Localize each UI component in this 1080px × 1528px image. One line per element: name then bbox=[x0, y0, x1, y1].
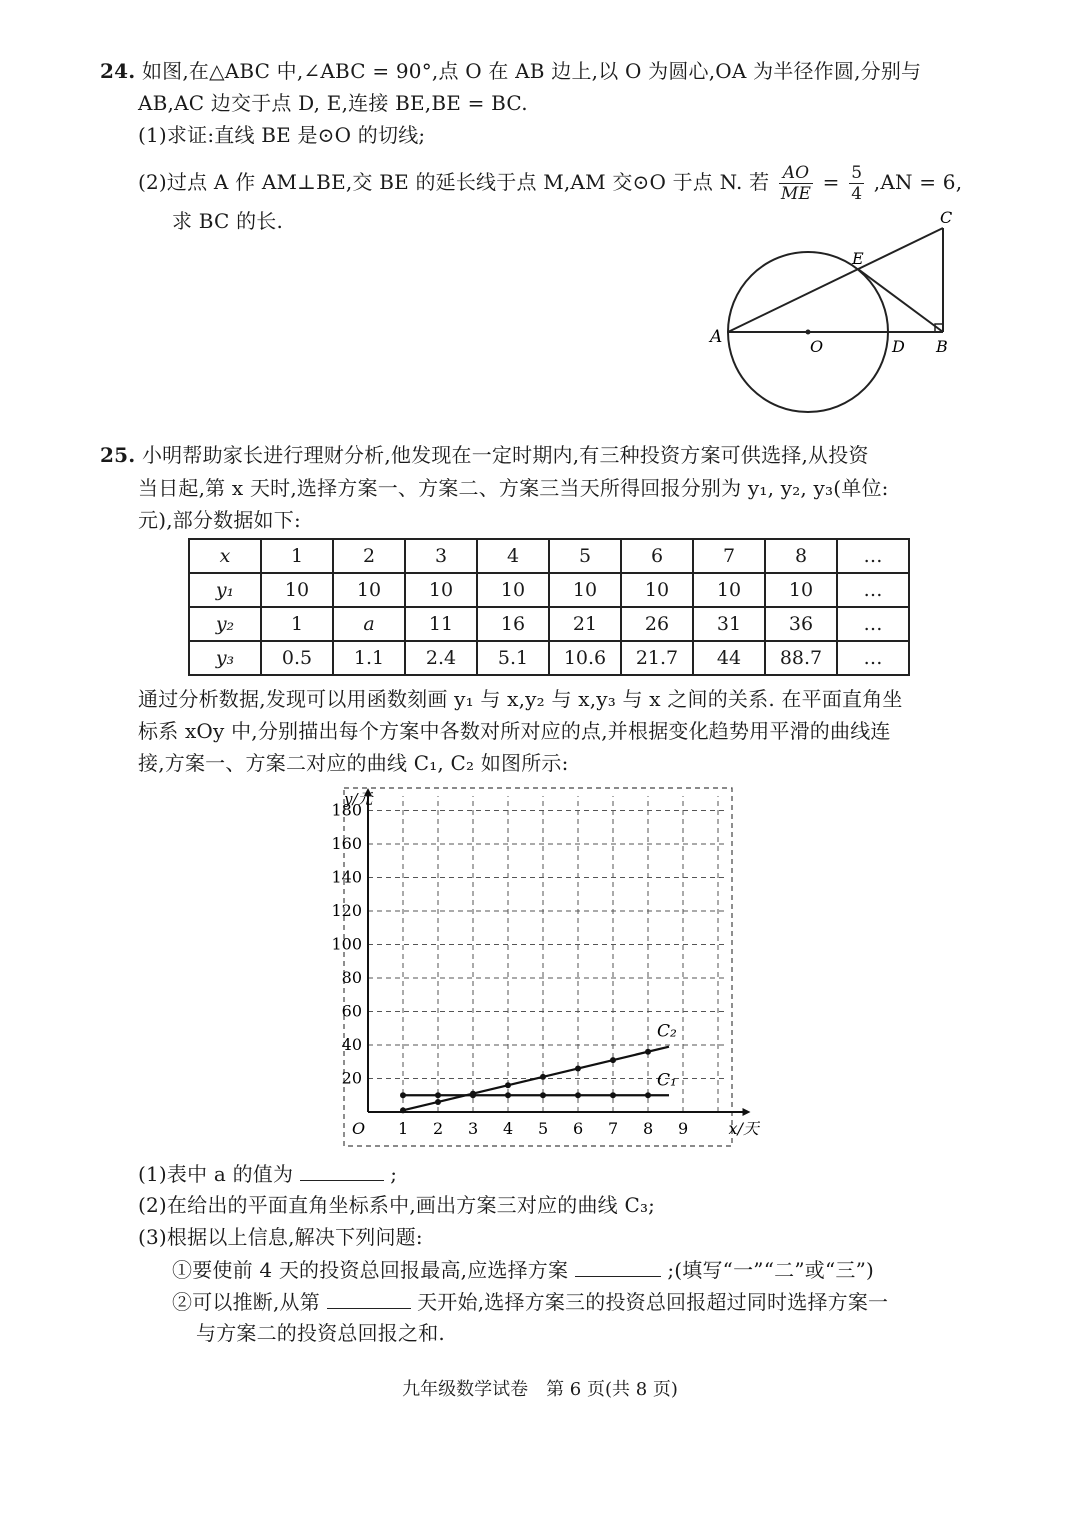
y-tick-label: 140 bbox=[331, 867, 362, 887]
x-axis-arrow bbox=[743, 1108, 751, 1116]
center-dot bbox=[806, 330, 811, 335]
q25-sub1-end: ; bbox=[390, 1162, 398, 1186]
series-1-point bbox=[505, 1092, 511, 1098]
q24-line1 bbox=[100, 58, 921, 84]
q24-text-1: 如图,在△ABC 中,∠ABC = 90°,点 O 在 AB 边上,以 O 为圆心,OA 为半径作圆,分别与 bbox=[141, 59, 922, 83]
q25-sub3-2-tail: 天开始,选择方案三的投资总回报超过同时选择方案一 bbox=[417, 1290, 889, 1314]
table-cell: 10 bbox=[477, 573, 549, 607]
table-cell: 3 bbox=[405, 539, 477, 573]
x-axis-label: x/天 bbox=[728, 1119, 759, 1138]
table-cell: 2 bbox=[333, 539, 405, 573]
table-cell: 10 bbox=[621, 573, 693, 607]
table-cell: 8 bbox=[765, 539, 837, 573]
segment-be bbox=[858, 269, 943, 332]
series-2-point bbox=[470, 1091, 476, 1097]
q24-val-den: 4 bbox=[851, 184, 863, 204]
series-1-point bbox=[575, 1092, 581, 1098]
q25-line3: 元),部分数据如下: bbox=[138, 508, 301, 532]
q24-part2 bbox=[138, 160, 962, 204]
q25-blank-day[interactable] bbox=[327, 1288, 411, 1309]
table-row-header: y₂ bbox=[189, 607, 261, 641]
series-label-1: C₁ bbox=[657, 1070, 677, 1091]
table-cell: 1 bbox=[261, 607, 333, 641]
q25-coordinate-chart bbox=[330, 782, 760, 1152]
q24-part2-ask: 求 BC 的长. bbox=[172, 209, 284, 233]
q25-sub3-1-text: ①要使前 4 天的投资总回报最高,应选择方案 bbox=[172, 1258, 569, 1282]
label-b: B bbox=[936, 337, 948, 356]
table-cell: … bbox=[837, 641, 909, 675]
q25-text-1: 小明帮助家长进行理财分析,他发现在一定时期内,有三种投资方案可供选择,从投资 bbox=[141, 443, 869, 467]
table-cell: 11 bbox=[405, 607, 477, 641]
y-axis-label: y/元 bbox=[344, 790, 373, 808]
series-1-point bbox=[400, 1092, 406, 1098]
q25-data-table bbox=[188, 538, 910, 676]
table-row-header: y₃ bbox=[189, 641, 261, 675]
q25-line1 bbox=[100, 442, 869, 468]
q24-fraction-value bbox=[849, 163, 864, 204]
table-cell: 10 bbox=[693, 573, 765, 607]
q25-analysis-2: 标系 xOy 中,分别描出每个方案中各数对所对应的点,并根据变化趋势用平滑的曲线连 bbox=[138, 719, 891, 743]
y-tick-label: 60 bbox=[341, 1001, 362, 1021]
table-cell: 0.5 bbox=[261, 641, 333, 675]
q25-sub3-2-cont: 与方案二的投资总回报之和. bbox=[196, 1321, 445, 1345]
series-1-point bbox=[435, 1092, 441, 1098]
table-cell: 5 bbox=[549, 539, 621, 573]
table-cell: 21.7 bbox=[621, 641, 693, 675]
label-d: D bbox=[892, 337, 905, 356]
table-cell: 36 bbox=[765, 607, 837, 641]
table-cell: 88.7 bbox=[765, 641, 837, 675]
table-row-header: x bbox=[189, 539, 261, 573]
segment-ac bbox=[728, 228, 943, 332]
y-tick-label: 180 bbox=[331, 800, 362, 820]
table-cell: 10 bbox=[405, 573, 477, 607]
q25-line2: 当日起,第 x 天时,选择方案一、方案二、方案三当天所得回报分别为 y₁, y₂, y₃(单位: bbox=[138, 476, 889, 500]
q25-analysis-3: 接,方案一、方案二对应的曲线 C₁, C₂ 如图所示: bbox=[138, 751, 569, 775]
q25-sub2: (2)在给出的平面直角坐标系中,画出方案三对应的曲线 C₃; bbox=[138, 1193, 656, 1217]
table-cell: 16 bbox=[477, 607, 549, 641]
q24-number: 24. bbox=[100, 59, 136, 83]
q25-blank-plan[interactable] bbox=[575, 1256, 661, 1277]
x-tick-label: 4 bbox=[503, 1119, 514, 1138]
q25-sub3-2 bbox=[172, 1288, 888, 1315]
table-cell: … bbox=[837, 573, 909, 607]
table-row bbox=[189, 607, 909, 641]
y-tick-label: 160 bbox=[331, 834, 362, 853]
table-row bbox=[189, 641, 909, 675]
x-tick-label: 8 bbox=[643, 1119, 654, 1138]
table-cell: 10 bbox=[261, 573, 333, 607]
table-cell: … bbox=[837, 539, 909, 573]
page-footer: 九年级数学试卷 第 6 页(共 8 页) bbox=[402, 1379, 678, 1400]
table-row bbox=[189, 573, 909, 607]
x-tick-label: 7 bbox=[608, 1119, 619, 1138]
table-cell: 31 bbox=[693, 607, 765, 641]
table-cell: 2.4 bbox=[405, 641, 477, 675]
table-row-header: y₁ bbox=[189, 573, 261, 607]
q24-fraction-ao-me bbox=[779, 163, 813, 204]
q24-frac-num: AO bbox=[779, 163, 813, 184]
q24-part1: (1)求证:直线 BE 是⊙O 的切线; bbox=[138, 123, 426, 147]
label-e: E bbox=[852, 249, 864, 268]
q24-geometry-figure bbox=[700, 205, 970, 420]
q25-number: 25. bbox=[100, 443, 136, 467]
q25-sub3: (3)根据以上信息,解决下列问题: bbox=[138, 1225, 423, 1249]
table-cell: 4 bbox=[477, 539, 549, 573]
series-2-point bbox=[435, 1099, 441, 1105]
table-cell: 5.1 bbox=[477, 641, 549, 675]
series-2-point bbox=[610, 1057, 616, 1063]
q25-analysis-1: 通过分析数据,发现可以用函数刻画 y₁ 与 x,y₂ 与 x,y₃ 与 x 之间的关系. 在平面直角坐 bbox=[138, 687, 903, 711]
y-tick-label: 80 bbox=[341, 968, 362, 987]
series-1-point bbox=[540, 1092, 546, 1098]
series-1-point bbox=[610, 1092, 616, 1098]
x-tick-label: 9 bbox=[678, 1119, 689, 1138]
x-tick-label: 1 bbox=[398, 1119, 409, 1138]
q25-sub1-text: (1)表中 a 的值为 bbox=[138, 1162, 294, 1186]
label-o: O bbox=[810, 337, 824, 356]
series-label-2: C₂ bbox=[657, 1021, 677, 1042]
table-cell: 10.6 bbox=[549, 641, 621, 675]
series-2-point bbox=[645, 1049, 651, 1055]
table-row bbox=[189, 539, 909, 573]
q24-part2-tail: ,AN = 6, bbox=[873, 170, 963, 194]
q24-line2: AB,AC 边交于点 D, E,连接 BE,BE = BC. bbox=[138, 91, 528, 115]
table-cell: 1 bbox=[261, 539, 333, 573]
series-2-point bbox=[505, 1082, 511, 1088]
table-cell: … bbox=[837, 607, 909, 641]
x-tick-label: 5 bbox=[538, 1119, 549, 1138]
x-tick-label: 2 bbox=[433, 1119, 444, 1138]
q25-sub1 bbox=[138, 1160, 397, 1187]
table-cell: 21 bbox=[549, 607, 621, 641]
table-cell: 26 bbox=[621, 607, 693, 641]
q25-sub3-1-tail: ;(填写“一”“二”或“三”) bbox=[667, 1258, 875, 1282]
y-tick-label: 100 bbox=[331, 934, 362, 954]
chart-frame bbox=[341, 788, 732, 1146]
table-cell: 1.1 bbox=[333, 641, 405, 675]
x-tick-label: 6 bbox=[573, 1119, 584, 1138]
q25-sub3-2-text: ②可以推断,从第 bbox=[172, 1290, 320, 1314]
table-cell: 10 bbox=[333, 573, 405, 607]
q24-frac-den: ME bbox=[780, 184, 812, 204]
y-tick-label: 20 bbox=[341, 1068, 362, 1088]
series-2-point bbox=[400, 1107, 406, 1113]
series-1-point bbox=[645, 1092, 651, 1098]
q24-val-num: 5 bbox=[851, 163, 863, 183]
q25-blank-a[interactable] bbox=[300, 1160, 384, 1181]
series-2-point bbox=[575, 1065, 581, 1071]
table-cell: 6 bbox=[621, 539, 693, 573]
table-cell: 7 bbox=[693, 539, 765, 573]
table-cell: a bbox=[333, 607, 405, 641]
q24-eq: = bbox=[822, 170, 840, 194]
y-tick-label: 120 bbox=[331, 901, 362, 920]
table-cell: 10 bbox=[549, 573, 621, 607]
table-cell: 44 bbox=[693, 641, 765, 675]
q25-sub3-1 bbox=[172, 1256, 874, 1283]
q24-part2-text: (2)过点 A 作 AM⊥BE,交 BE 的延长线于点 M,AM 交⊙O 于点 N. 若 bbox=[138, 170, 770, 194]
x-tick-label: 3 bbox=[468, 1119, 479, 1138]
table-cell: 10 bbox=[765, 573, 837, 607]
label-c: C bbox=[940, 208, 953, 227]
origin-label: O bbox=[352, 1119, 366, 1138]
label-a: A bbox=[710, 327, 723, 347]
series-2-point bbox=[540, 1074, 546, 1080]
y-tick-label: 40 bbox=[341, 1035, 362, 1054]
